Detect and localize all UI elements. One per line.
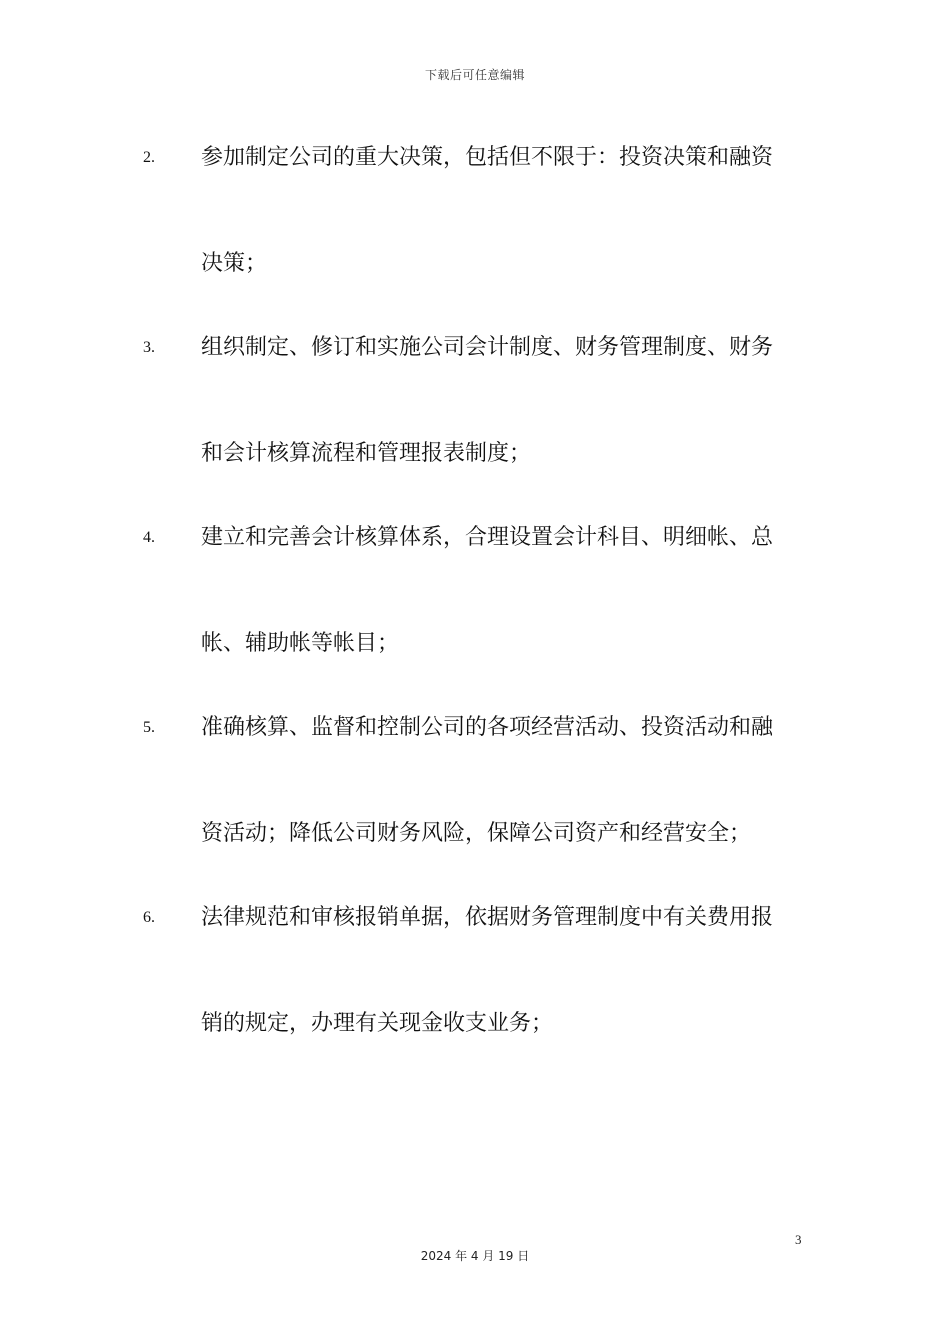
- item-text-line-2: 和会计核算流程和管理报表制度；: [201, 441, 532, 466]
- page-number: 3: [795, 1232, 802, 1247]
- item-number: 4.: [143, 529, 155, 546]
- item-text-line-2: 销的规定，办理有关现金收支业务；: [201, 1011, 554, 1036]
- item-text-line-1: 参加制定公司的重大决策，包括但不限于：投资决策和融资: [201, 145, 774, 170]
- item-text-line-2: 帐、辅助帐等帐目；: [201, 631, 400, 656]
- item-text-line-1: 准确核算、监督和控制公司的各项经营活动、投资活动和融: [201, 715, 774, 740]
- item-number: 5.: [143, 719, 155, 736]
- item-number: 3.: [143, 339, 155, 356]
- item-number: 6.: [143, 909, 155, 926]
- item-text-line-2: 决策；: [201, 251, 268, 276]
- item-text-line-1: 法律规范和审核报销单据，依据财务管理制度中有关费用报: [201, 905, 774, 930]
- item-text-line-2: 资活动；降低公司财务风险，保障公司资产和经营安全；: [201, 821, 752, 846]
- item-number: 2.: [143, 149, 155, 166]
- item-text-line-1: 建立和完善会计核算体系，合理设置会计科目、明细帐、总: [201, 525, 774, 550]
- item-text-line-1: 组织制定、修订和实施公司会计制度、财务管理制度、财务: [201, 335, 774, 360]
- footer-date: 2024 年 4 月 19 日: [420, 1249, 530, 1263]
- header-note: 下载后可任意编辑: [424, 68, 525, 82]
